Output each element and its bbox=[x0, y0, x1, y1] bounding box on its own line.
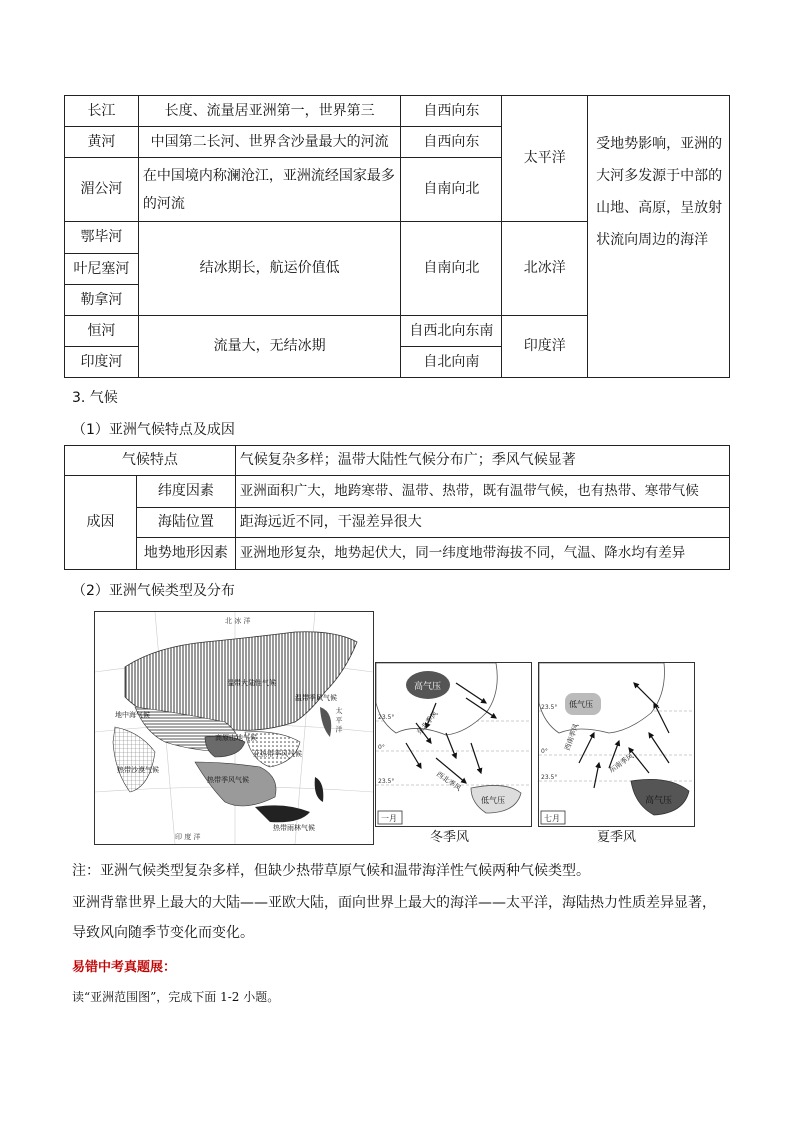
note-text: 注：亚洲气候类型复杂多样，但缺少热带草原气候和温带海洋性气候两种气候类型。 bbox=[72, 863, 590, 879]
river-feature: 结冰期长，航运价值低 bbox=[138, 222, 401, 316]
latitude-label: 23.5° bbox=[541, 774, 558, 781]
climate-label: 温带季风气候 bbox=[295, 694, 337, 702]
subsection-title: （1）亚洲气候特点及成因 bbox=[72, 422, 235, 438]
climate-label: 高原山地气候 bbox=[215, 734, 257, 742]
month-label: 一月 bbox=[381, 814, 397, 823]
latitude-label: 0° bbox=[378, 744, 385, 751]
ocean-label: 北 冰 洋 bbox=[225, 617, 251, 625]
river-name: 鄂毕河 bbox=[65, 222, 139, 254]
map-caption: 冬季风 bbox=[430, 830, 470, 845]
latitude-label: 23.5° bbox=[378, 778, 395, 785]
summer-monsoon-map bbox=[538, 662, 695, 827]
wind-label: 东南季风 bbox=[607, 752, 636, 775]
ocean-arctic: 北冰洋 bbox=[502, 222, 588, 316]
ocean-indian: 印度洋 bbox=[502, 316, 588, 378]
climate-label: 热带季风气候 bbox=[207, 776, 249, 784]
map-graphic bbox=[539, 663, 694, 826]
river-name: 勒拿河 bbox=[65, 285, 139, 316]
river-feature: 中国第二长河、世界含沙量最大的河流 bbox=[138, 127, 401, 158]
river-name: 黄河 bbox=[65, 127, 139, 158]
cause-label: 纬度因素 bbox=[136, 476, 235, 508]
river-feature bbox=[138, 158, 401, 222]
summary-line: 状流向周边的海洋 bbox=[596, 231, 709, 248]
map-graphic bbox=[95, 612, 373, 844]
cause-value: 亚洲面积广大，地跨寒带、温带、热带，既有温带气候，也有热带、寒带气候 bbox=[235, 476, 729, 508]
map-graphic bbox=[376, 663, 531, 826]
climate-feature-label: 气候特点 bbox=[65, 446, 236, 476]
pressure-label: 低气压 bbox=[481, 796, 505, 805]
climate-label: 亚热带季风气候 bbox=[253, 750, 302, 758]
pressure-label: 低气压 bbox=[569, 700, 593, 709]
cause-value: 距海远近不同，干湿差异很大 bbox=[235, 508, 729, 538]
climate-label: 热带雨林气候 bbox=[273, 824, 315, 832]
winter-monsoon-map bbox=[375, 662, 532, 827]
river-direction: 自北向南 bbox=[401, 347, 502, 378]
river-direction: 自南向北 bbox=[401, 158, 502, 222]
summary-line: 受地势影响，亚洲的 bbox=[596, 135, 723, 152]
pressure-label: 高气压 bbox=[414, 682, 442, 692]
rivers-summary bbox=[588, 96, 730, 378]
cause-label: 海陆位置 bbox=[136, 508, 235, 538]
ocean-pacific: 太平洋 bbox=[502, 96, 588, 222]
river-direction: 自西向东 bbox=[401, 96, 502, 127]
climate-table bbox=[64, 445, 730, 570]
climate-label: 地中海气候 bbox=[115, 711, 150, 719]
latitude-label: 23.5° bbox=[378, 714, 395, 721]
feature-line: 的河流 bbox=[142, 195, 185, 212]
map-caption: 夏季风 bbox=[597, 830, 637, 845]
cause-label: 地势地形因素 bbox=[136, 538, 235, 570]
climate-cause-label: 成因 bbox=[65, 476, 137, 570]
river-name: 湄公河 bbox=[65, 158, 139, 222]
river-name: 长江 bbox=[65, 96, 139, 127]
climate-label: 热带沙漠气候 bbox=[117, 766, 159, 774]
latitude-label: 0° bbox=[541, 748, 548, 755]
asia-climate-map bbox=[94, 611, 374, 845]
climate-feature-value: 气候复杂多样；温带大陆性气候分布广；季风气候显著 bbox=[235, 446, 729, 476]
month-label: 七月 bbox=[544, 814, 560, 823]
latitude-label: 23.5° bbox=[541, 704, 558, 711]
wind-label: 西北季风 bbox=[434, 770, 463, 793]
pressure-label: 高气压 bbox=[645, 796, 673, 806]
river-direction: 自西北向东南 bbox=[401, 316, 502, 347]
feature-line: 在中国境内称澜沧江，亚洲流经国家最多 bbox=[142, 167, 395, 184]
ocean-label: 印 度 洋 bbox=[175, 833, 201, 841]
river-name: 印度河 bbox=[65, 347, 139, 378]
exam-heading: 易错中考真题展： bbox=[72, 960, 177, 975]
ocean-label: 太 平 洋 bbox=[335, 707, 343, 733]
paragraph-line: 导致风向随季节变化而变化。 bbox=[72, 925, 254, 941]
summary-line: 山地、高原，呈放射 bbox=[596, 199, 723, 216]
wind-label: 西南季风 bbox=[563, 722, 581, 752]
river-feature: 流量大，无结冰期 bbox=[138, 316, 401, 378]
summary-line: 大河多发源于中部的 bbox=[596, 167, 723, 184]
climate-label: 温带大陆性气候 bbox=[227, 679, 276, 687]
subsection-title: （2）亚洲气候类型及分布 bbox=[72, 583, 235, 599]
river-direction: 自南向北 bbox=[401, 222, 502, 316]
paragraph-line: 亚洲背靠世界上最大的大陆——亚欧大陆，面向世界上最大的海洋——太平洋，海陆热力性质差异显著， bbox=[72, 895, 716, 911]
cause-value: 亚洲地形复杂，地势起伏大，同一纬度地带海拔不同，气温、降水均有差异 bbox=[235, 538, 729, 570]
river-direction: 自西向东 bbox=[401, 127, 502, 158]
exam-question: 读“亚洲范围图”，完成下面 1-2 小题。 bbox=[72, 990, 280, 1004]
river-name: 恒河 bbox=[65, 316, 139, 347]
river-feature: 长度、流量居亚洲第一，世界第三 bbox=[138, 96, 401, 127]
section-title: 3. 气候 bbox=[72, 390, 118, 406]
wind-label: 东北季风 bbox=[415, 709, 440, 737]
river-name: 叶尼塞河 bbox=[65, 254, 139, 285]
rivers-table bbox=[64, 95, 730, 378]
